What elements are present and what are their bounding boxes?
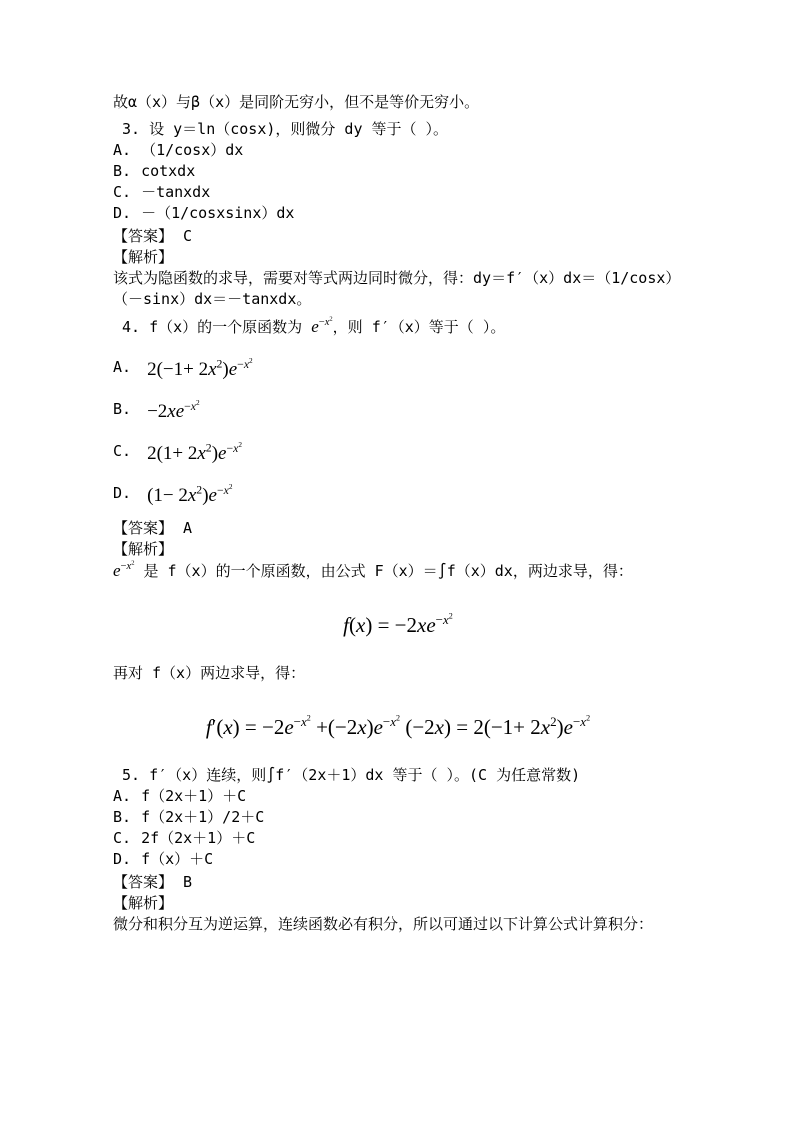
text-run: 2f（2x＋1）＋C <box>141 829 256 847</box>
analysis-heading <box>113 247 683 268</box>
inline-formula: $e^{-x^2}$ <box>311 315 333 336</box>
answer-label: 【答案】 <box>113 227 174 245</box>
text-run: 3. 设 y＝ln（cosx)，则微分 dy 等于（ ）。 <box>113 120 449 138</box>
answer-line <box>113 872 683 893</box>
formula-text: $f(x) = -2xe^{-x^2}$ <box>343 611 453 637</box>
question-text <box>113 119 683 140</box>
text-run: f（x）＋C <box>141 850 214 868</box>
option-label: A. <box>113 358 132 376</box>
inline-formula: $e^{-x^2}$ <box>113 559 135 580</box>
option-B <box>113 807 683 828</box>
math-option-D <box>113 476 683 506</box>
text-run: f（2x＋1）/2＋C <box>141 808 265 826</box>
text-run: f（2x＋1）＋C <box>141 787 247 805</box>
formula-text: $f'(x) = -2e^{-x^2} +(-2x)e^{-x^2}$ $(-2x) = 2(-1+ 2x^2)e^{-x^2}$ <box>205 713 591 739</box>
math-option-A <box>113 350 683 380</box>
answer-line <box>113 226 683 247</box>
option-D <box>113 849 683 870</box>
math-option-C <box>113 434 683 464</box>
option-C <box>113 182 683 203</box>
option-label: C. <box>113 829 132 847</box>
analysis-label: 【解析】 <box>113 540 174 558</box>
question-text <box>113 765 683 786</box>
formula-text: $2(-1+ 2x^2)e^{-x^2}$ <box>147 355 253 380</box>
option-label: D. <box>113 850 132 868</box>
option-label: D. <box>113 204 132 222</box>
answer-value: B <box>183 873 193 891</box>
text-run: 该式为隐函数的求导，需要对等式两边同时微分，得：dy＝f′（x）dx＝（1/cosx） <box>113 269 681 287</box>
document-page <box>113 92 683 935</box>
answer-value: A <box>183 519 193 537</box>
paragraph <box>113 268 683 289</box>
option-label: D. <box>113 484 132 502</box>
option-label: B. <box>113 400 132 418</box>
analysis-heading <box>113 893 683 914</box>
paragraph <box>113 289 683 310</box>
analysis-label: 【解析】 <box>113 894 174 912</box>
paragraph <box>113 560 683 582</box>
answer-value: C <box>183 227 193 245</box>
option-label: C. <box>113 442 132 460</box>
text-run: 是 f（x）的一个原函数，由公式 F（x）＝∫f（x）dx，两边求导，得： <box>134 562 633 580</box>
paragraph <box>113 92 683 113</box>
math-option-B <box>113 392 683 422</box>
formula-text: $(1- 2x^2)e^{-x^2}$ <box>147 481 233 506</box>
option-A <box>113 140 683 161</box>
formula-text: $-2xe^{-x^2}$ <box>147 397 200 422</box>
paragraph <box>113 663 683 684</box>
text-run: 微分和积分互为逆运算，连续函数必有积分，所以可通过以下计算公式计算积分： <box>113 915 654 933</box>
text-run: －（1/cosxsinx）dx <box>141 204 295 222</box>
text-run: ，则 f′（x）等于（ ）。 <box>332 318 506 336</box>
option-B <box>113 161 683 182</box>
question-text <box>113 316 683 338</box>
option-label: B. <box>113 162 132 180</box>
text-run: 4. f（x）的一个原函数为 <box>113 318 312 336</box>
display-formula <box>113 711 683 743</box>
option-label: C. <box>113 183 132 201</box>
option-label: A. <box>113 141 132 159</box>
text-run: 再对 f（x）两边求导，得： <box>113 664 306 682</box>
display-formula <box>113 609 683 641</box>
answer-label: 【答案】 <box>113 873 174 891</box>
analysis-heading <box>113 539 683 560</box>
option-label: B. <box>113 808 132 826</box>
text-run: cotxdx <box>141 162 196 180</box>
option-C <box>113 828 683 849</box>
option-label: A. <box>113 787 132 805</box>
option-A <box>113 786 683 807</box>
analysis-label: 【解析】 <box>113 248 174 266</box>
option-D <box>113 203 683 224</box>
text-run: （1/cosx）dx <box>141 141 244 159</box>
answer-line <box>113 518 683 539</box>
text-run: （－sinx）dx＝－tanxdx。 <box>113 290 312 308</box>
answer-label: 【答案】 <box>113 519 174 537</box>
text-run: 故α（x）与β（x）是同阶无穷小，但不是等价无穷小。 <box>113 93 480 111</box>
text-run: －tanxdx <box>141 183 211 201</box>
text-run: 5. f′（x）连续，则∫f′（2x＋1）dx 等于（ ）。(C 为任意常数) <box>113 766 581 784</box>
formula-text: $2(1+ 2x^2)e^{-x^2}$ <box>147 439 242 464</box>
paragraph <box>113 914 683 935</box>
